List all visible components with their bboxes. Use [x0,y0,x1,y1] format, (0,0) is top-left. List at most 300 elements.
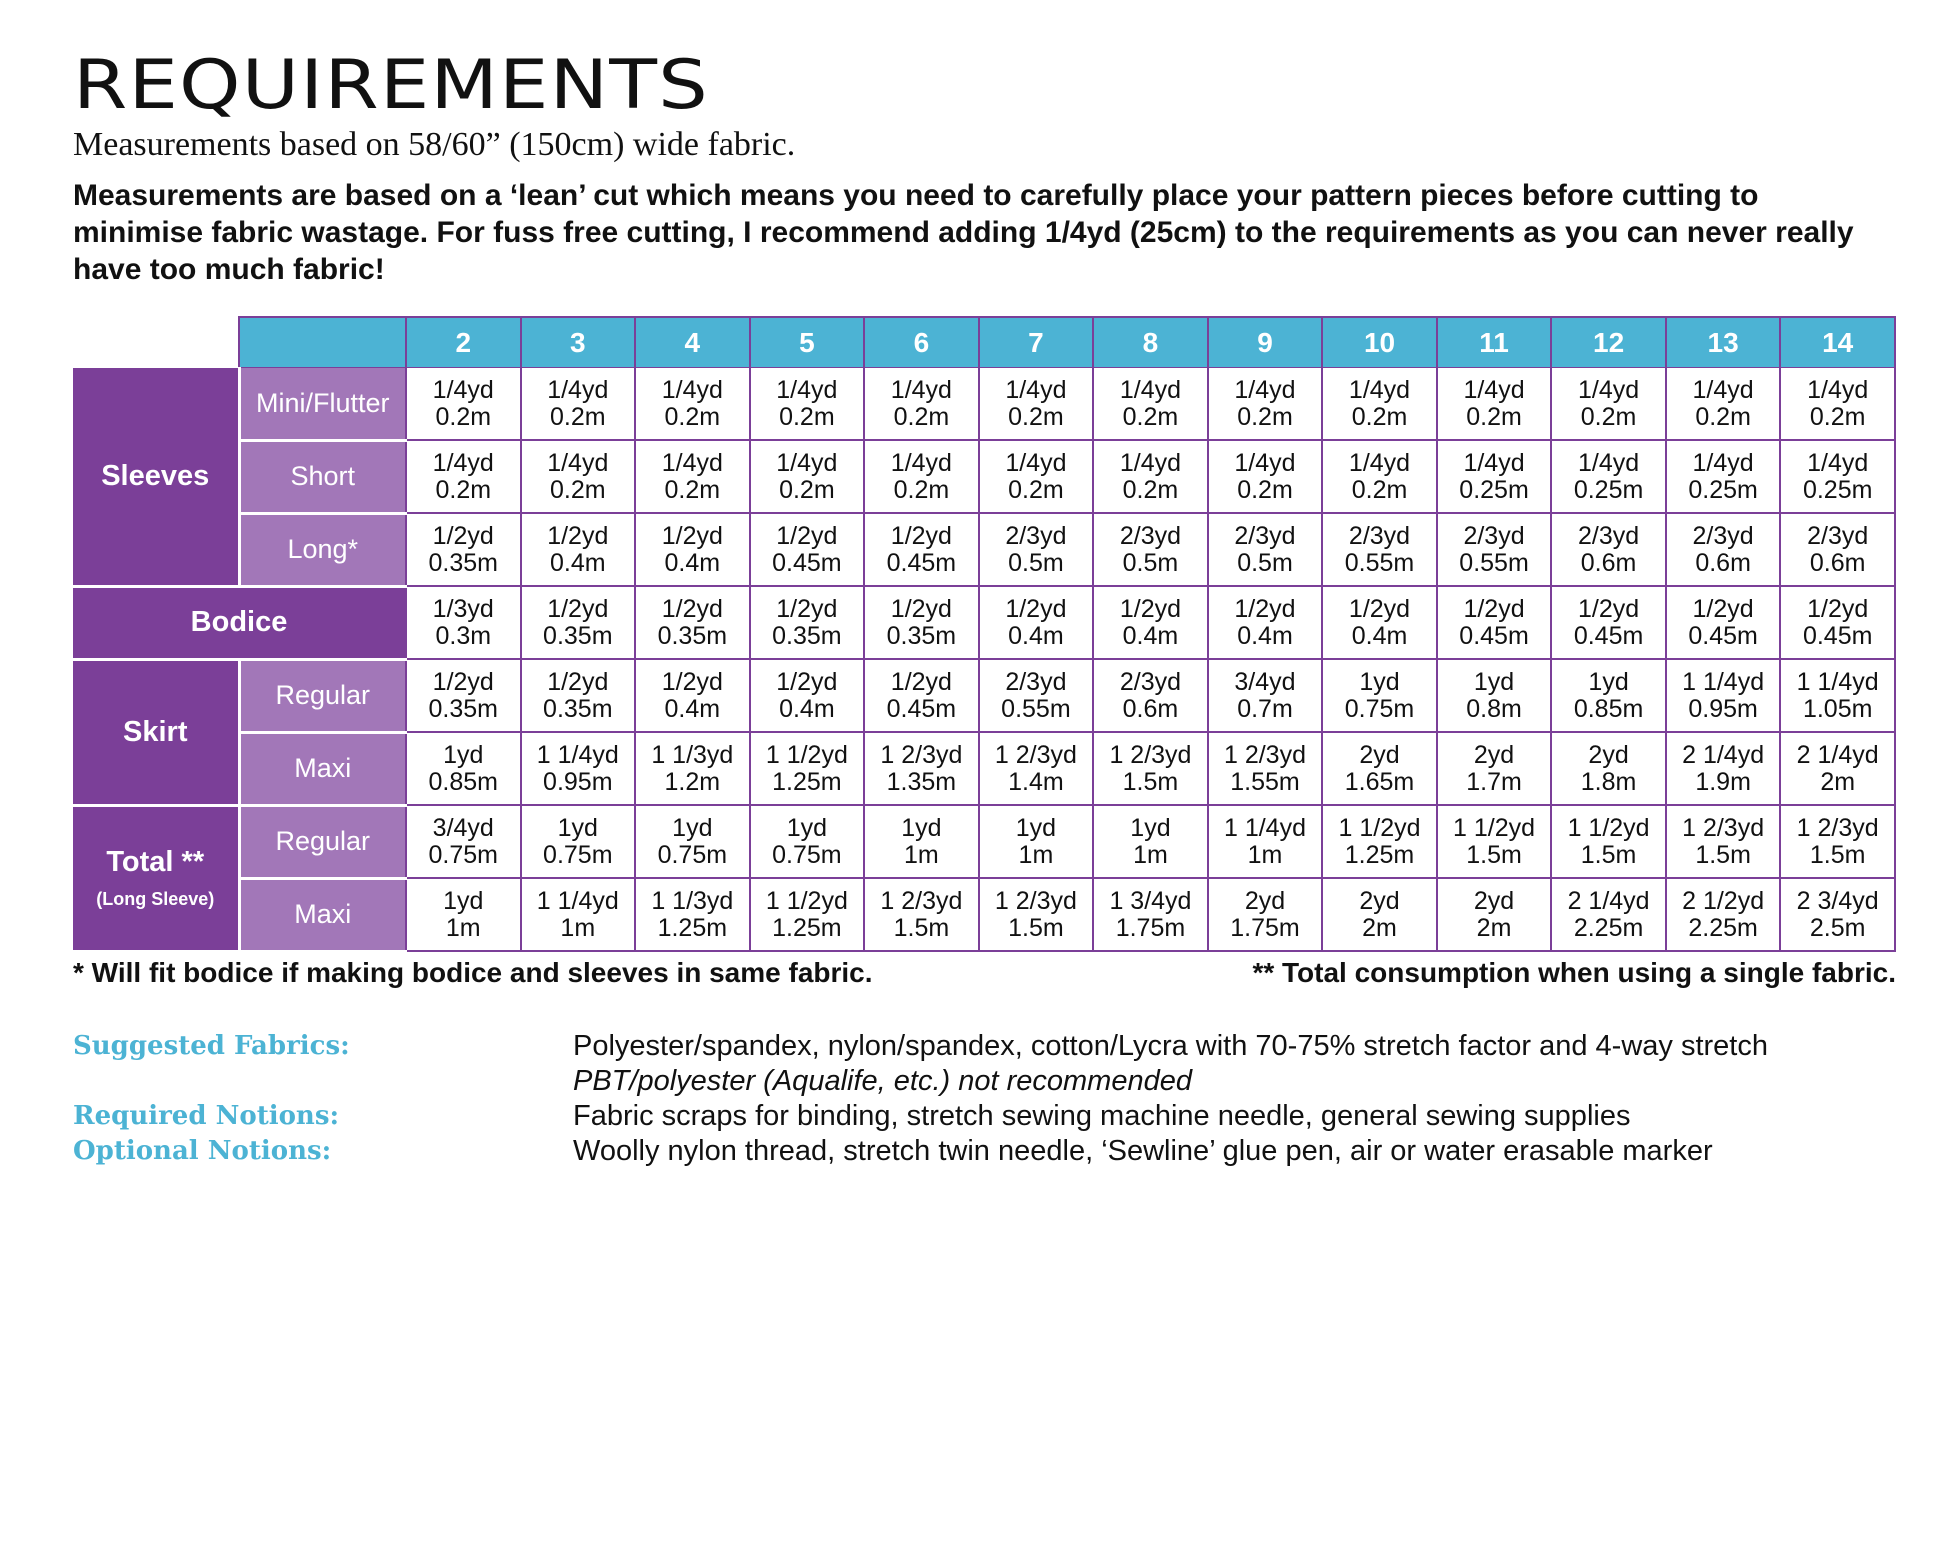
table-cell [750,659,865,732]
cell-meters: 0.55m [1001,694,1071,723]
cell-yards: 1 2/3yd [1796,813,1879,842]
category-total-note: (Long Sleeve) [96,889,215,910]
cell-meters: 0.4m [664,694,721,723]
table-cell [1208,586,1323,659]
footnote-left: * Will fit bodice if making bodice and sleeves in same fabric. [73,956,873,988]
table-cell [750,368,865,441]
cell-meters: 0.2m [779,475,835,504]
size-header: 9 [1208,317,1323,368]
cell-meters: 0.2m [664,402,721,431]
table-cell [1437,805,1552,878]
cell-yards: 1 2/3yd [880,886,963,915]
row-label: Regular [239,805,406,878]
cell-yards: 1yd [672,813,713,842]
table-row [73,659,1895,732]
cell-yards: 1/4yd [1463,448,1525,477]
category-total-label: Total ** [106,846,205,879]
table-cell [979,805,1094,878]
cell-meters: 0.2m [664,475,721,504]
table-cell [750,440,865,513]
size-header: 8 [1093,317,1208,368]
table-cell [1551,732,1666,805]
table-cell [406,368,521,441]
table-cell [1666,659,1781,732]
table-cell [521,440,636,513]
table-cell [406,805,521,878]
cell-meters: 0.2m [1008,402,1064,431]
cell-yards: 1 1/2yd [1567,813,1650,842]
cell-yards: 2/3yd [1005,521,1067,550]
footnotes [73,957,1896,989]
size-header: 13 [1666,317,1781,368]
table-cell [1780,805,1895,878]
optional-notions-text: Woolly nylon thread, stretch twin needle, ‘Sewline’ glue pen, air or water erasable marker [573,1134,1713,1167]
table-cell [864,805,979,878]
cell-yards: 2yd [1244,886,1286,915]
table-row [73,586,1895,659]
cell-yards: 1/2yd [661,594,723,623]
category-skirt: Skirt [73,659,239,805]
cell-meters: 0.25m [1688,475,1758,504]
cell-meters: 2.25m [1573,913,1644,942]
cell-yards: 1 2/3yd [1223,740,1306,769]
cell-meters: 1m [445,913,481,942]
cell-yards: 1 1/4yd [1796,667,1879,696]
table-cell [979,659,1094,732]
cell-yards: 2 1/4yd [1682,740,1765,769]
cell-yards: 1 1/4yd [1682,667,1765,696]
cell-meters: 1.8m [1580,767,1637,796]
cell-meters: 0.25m [1573,475,1644,504]
cell-meters: 0.45m [1573,621,1644,650]
cell-yards: 1/4yd [547,375,609,404]
table-cell [1780,440,1895,513]
size-header: 10 [1322,317,1437,368]
cell-meters: 0.6m [1809,548,1866,577]
table-cell [1666,513,1781,586]
cell-yards: 1/4yd [1807,375,1869,404]
cell-meters: 0.45m [1688,621,1758,650]
cell-meters: 0.2m [1237,475,1293,504]
cell-meters: 0.2m [1695,402,1751,431]
required-notions-label: Required Notions: [73,1100,340,1131]
cell-meters: 0.35m [886,621,957,650]
table-cell [1666,368,1781,441]
cell-meters: 0.5m [1008,548,1064,577]
table-cell [521,805,636,878]
size-header: 5 [750,317,865,368]
table-cell [864,440,979,513]
cell-yards: 1/4yd [1119,448,1182,477]
cell-meters: 1.05m [1802,694,1873,723]
cell-yards: 1/2yd [1234,594,1296,623]
table-cell [521,878,636,951]
cell-meters: 0.6m [1580,548,1637,577]
table-cell [1322,586,1437,659]
cell-yards: 1/2yd [547,594,609,623]
cell-meters: 1.55m [1230,767,1300,796]
cell-meters: 2m [1362,913,1397,942]
cell-yards: 3/4yd [432,813,494,842]
cell-meters: 0.35m [543,621,613,650]
table-cell [1551,513,1666,586]
suggested-fabrics-label: Suggested Fabrics: [73,1030,350,1061]
table-cell [1322,878,1437,951]
table-cell [1208,513,1323,586]
cell-meters: 0.35m [772,621,842,650]
table-cell [979,878,1094,951]
table-cell [1208,732,1323,805]
cell-meters: 1.25m [657,913,728,942]
cell-yards: 1 2/3yd [1682,813,1765,842]
table-cell [864,659,979,732]
table-cell [635,659,750,732]
cell-yards: 2yd [1359,740,1400,769]
table-cell [1093,513,1208,586]
cell-meters: 0.2m [550,475,606,504]
size-header: 2 [406,317,521,368]
cell-yards: 1/4yd [1577,375,1640,404]
table-cell [635,878,750,951]
cell-yards: 1 1/4yd [536,886,619,915]
cell-yards: 1 2/3yd [1109,740,1192,769]
cell-meters: 1.5m [1122,767,1179,796]
cell-yards: 2/3yd [1005,667,1067,696]
cell-yards: 1/4yd [1577,448,1640,477]
table-cell [979,440,1094,513]
cell-meters: 0.5m [1237,548,1293,577]
cell-yards: 2yd [1473,740,1515,769]
cell-meters: 0.35m [543,694,613,723]
table-cell [864,368,979,441]
table-cell [1666,440,1781,513]
cell-meters: 0.2m [435,402,492,431]
suggested-fabrics-main: Polyester/spandex, nylon/spandex, cotton/Lycra with 70-75% stretch factor and 4-way stretch [573,1029,1768,1062]
cell-meters: 0.75m [428,840,498,869]
cell-yards: 1yd [1130,813,1171,842]
table-cell [1551,440,1666,513]
cell-yards: 1/3yd [432,594,494,623]
cell-meters: 1m [904,840,939,869]
required-notions-text: Fabric scraps for binding, stretch sewing machine needle, general sewing supplies [573,1099,1631,1132]
cell-yards: 1yd [786,813,828,842]
suggested-fabrics-note: PBT/polyester (Aqualife, etc.) not recommended [573,1064,1192,1097]
cell-meters: 0.55m [1344,548,1415,577]
table-cell [1437,732,1552,805]
cell-meters: 0.4m [550,548,606,577]
cell-meters: 0.55m [1459,548,1529,577]
cell-yards: 1 1/4yd [536,740,619,769]
table-row [73,878,1895,951]
table-cell [750,805,865,878]
table-cell [1093,732,1208,805]
cell-yards: 1/2yd [776,521,838,550]
table-cell [979,586,1094,659]
table-cell [1093,368,1208,441]
size-header: 14 [1780,317,1895,368]
cell-yards: 1/2yd [1119,594,1182,623]
table-cell [750,586,865,659]
cell-meters: 2.5m [1809,913,1866,942]
cell-yards: 2/3yd [1119,521,1182,550]
size-header: 12 [1551,317,1666,368]
table-cell [1322,732,1437,805]
cell-yards: 1/4yd [661,448,723,477]
table-cell [406,586,521,659]
cell-meters: 1.5m [893,913,950,942]
requirements-table [73,316,1896,953]
cell-yards: 1 2/3yd [880,740,963,769]
cell-yards: 1yd [901,813,942,842]
cell-yards: 1/2yd [776,594,838,623]
table-cell [1093,878,1208,951]
cell-yards: 2 1/2yd [1682,886,1765,915]
table-row [73,368,1895,441]
cell-meters: 0.45m [772,548,842,577]
cell-meters: 0.2m [779,402,835,431]
cell-yards: 2/3yd [1119,667,1182,696]
row-label: Mini/Flutter [239,368,406,441]
cell-meters: 0.3m [435,621,492,650]
cell-meters: 1.5m [1809,840,1866,869]
table-cell [1322,659,1437,732]
cell-yards: 2/3yd [1807,521,1869,550]
cell-meters: 1.5m [1466,840,1522,869]
table-cell [521,586,636,659]
cell-yards: 1 1/2yd [1338,813,1421,842]
size-header: 3 [521,317,636,368]
cell-yards: 1/2yd [432,521,494,550]
table-cell [1093,805,1208,878]
row-label: Long* [239,513,406,586]
cell-yards: 1/4yd [661,375,723,404]
cell-yards: 1/4yd [890,448,952,477]
table-cell [1208,440,1323,513]
table-cell [406,659,521,732]
cell-yards: 1/4yd [432,375,494,404]
cell-yards: 2yd [1588,740,1629,769]
cell-yards: 2/3yd [1577,521,1640,550]
table-cell [1780,368,1895,441]
size-header: 4 [635,317,750,368]
table-cell [1208,659,1323,732]
table-cell [1551,368,1666,441]
cell-meters: 1m [1247,840,1283,869]
cell-meters: 0.4m [1351,621,1408,650]
table-cell [521,513,636,586]
row-label: Short [239,440,406,513]
page-subtitle: Measurements based on 58/60” (150cm) wide fabric. [73,126,796,163]
table-cell [1322,368,1437,441]
cell-yards: 1/2yd [1005,594,1067,623]
table-cell [864,732,979,805]
cell-yards: 1/2yd [1348,594,1411,623]
cell-meters: 2m [1820,767,1856,796]
cell-yards: 1 1/4yd [1223,813,1306,842]
cell-meters: 0.5m [1122,548,1179,577]
cell-yards: 1/2yd [1692,594,1754,623]
suggested-fabrics-text [573,1029,1873,1099]
table-cell [635,732,750,805]
cell-yards: 1/4yd [547,448,609,477]
category-total [73,805,239,951]
cell-meters: 1.75m [1230,913,1300,942]
table-cell [406,878,521,951]
cell-meters: 1.9m [1695,767,1751,796]
table-cell [1093,586,1208,659]
table-cell [1551,878,1666,951]
cell-yards: 2 1/4yd [1796,740,1879,769]
table-cell [635,368,750,441]
cell-yards: 2 1/4yd [1567,886,1650,915]
cell-meters: 1m [560,913,596,942]
cell-meters: 0.45m [1802,621,1873,650]
category-sleeves: Sleeves [73,368,239,587]
cell-meters: 0.2m [1237,402,1293,431]
cell-meters: 0.75m [657,840,728,869]
cell-yards: 1/4yd [1119,375,1182,404]
table-cell [635,805,750,878]
cell-meters: 1.65m [1344,767,1415,796]
table-cell [1551,805,1666,878]
cell-yards: 1/4yd [1348,375,1411,404]
category-bodice: Bodice [73,586,406,659]
table-cell [1666,878,1781,951]
table-cell [1666,586,1781,659]
cell-yards: 1/2yd [890,521,952,550]
cell-meters: 0.45m [1459,621,1529,650]
cell-meters: 0.4m [1122,621,1179,650]
cell-yards: 2yd [1473,886,1515,915]
table-cell [1780,586,1895,659]
cell-meters: 0.85m [428,767,498,796]
table-cell [1780,659,1895,732]
cell-yards: 1/2yd [890,594,952,623]
cell-meters: 1.4m [1008,767,1064,796]
cell-yards: 1 1/3yd [651,740,734,769]
cell-yards: 1/4yd [1692,375,1754,404]
cell-meters: 0.7m [1237,694,1293,723]
cell-yards: 1/4yd [1807,448,1869,477]
table-cell [1780,513,1895,586]
cell-meters: 0.35m [657,621,728,650]
cell-meters: 1.35m [886,767,957,796]
cell-yards: 1 2/3yd [994,886,1077,915]
table-cell [1437,440,1552,513]
notions-section [73,1029,1893,1169]
table-cell [521,368,636,441]
table-cell [979,513,1094,586]
cell-meters: 0.35m [428,548,498,577]
cell-yards: 2/3yd [1463,521,1525,550]
table-row [73,440,1895,513]
cell-meters: 0.2m [1122,402,1179,431]
table-cell [1437,659,1552,732]
header-blank-cell [239,317,406,368]
cell-meters: 0.4m [664,548,721,577]
cell-meters: 1.5m [1008,913,1064,942]
cell-meters: 0.75m [772,840,842,869]
cell-meters: 0.6m [1122,694,1179,723]
footnote-right: ** Total consumption when using a single fabric. [1252,956,1896,988]
size-header: 11 [1437,317,1552,368]
cell-yards: 1/4yd [1348,448,1411,477]
cell-meters: 0.25m [1802,475,1873,504]
cell-meters: 1.7m [1466,767,1522,796]
cell-yards: 1/2yd [547,521,609,550]
cell-yards: 1/4yd [1005,448,1067,477]
table-cell [979,732,1094,805]
cell-meters: 0.2m [893,402,950,431]
intro-paragraph: Measurements are based on a ‘lean’ cut which means you need to carefully place your pattern pieces before cutting to minimise fabric wastage. For fuss free cutting, I recommend adding 1/4yd (25cm) to the requirements as you can never really have too much fabric! [73,179,1854,287]
cell-meters: 0.6m [1695,548,1751,577]
cell-yards: 1/4yd [1463,375,1525,404]
cell-meters: 0.35m [428,694,498,723]
cell-yards: 1 3/4yd [1109,886,1192,915]
cell-meters: 0.2m [1580,402,1637,431]
cell-yards: 1/4yd [776,448,838,477]
table-cell [1093,659,1208,732]
cell-meters: 1.75m [1115,913,1186,942]
cell-meters: 1m [1133,840,1168,869]
cell-yards: 3/4yd [1234,667,1296,696]
cell-yards: 1/4yd [432,448,494,477]
table-cell [1666,732,1781,805]
table-row [73,805,1895,878]
cell-meters: 1.5m [1580,840,1637,869]
table-cell [521,659,636,732]
cell-yards: 1 1/2yd [765,740,848,769]
table-cell [979,368,1094,441]
cell-yards: 1 2/3yd [994,740,1077,769]
table-cell [1437,368,1552,441]
table-cell [635,513,750,586]
cell-yards: 1yd [443,886,484,915]
table-cell [1093,440,1208,513]
cell-yards: 1yd [1015,813,1057,842]
optional-notions-label: Optional Notions: [73,1135,332,1166]
row-label: Maxi [239,732,406,805]
table-row [73,732,1895,805]
cell-meters: 0.4m [779,694,835,723]
page-title: REQUIREMENTS [73,46,709,125]
cell-yards: 1/2yd [432,667,494,696]
header-blank-cell [73,317,239,368]
row-label: Maxi [239,878,406,951]
cell-yards: 1/4yd [1234,375,1296,404]
cell-meters: 0.2m [550,402,606,431]
table-cell [750,878,865,951]
cell-meters: 0.95m [1688,694,1758,723]
cell-yards: 1/4yd [1005,375,1067,404]
cell-yards: 1/2yd [547,667,609,696]
table-cell [521,732,636,805]
cell-meters: 0.2m [435,475,492,504]
table-cell [1208,878,1323,951]
size-header: 7 [979,317,1094,368]
cell-yards: 2/3yd [1692,521,1754,550]
cell-meters: 1.5m [1695,840,1751,869]
table-cell [635,586,750,659]
cell-meters: 2.25m [1688,913,1758,942]
requirements-page [73,46,1896,1169]
cell-yards: 1/2yd [890,667,952,696]
cell-yards: 1 1/3yd [651,886,734,915]
cell-yards: 1yd [1359,667,1400,696]
cell-yards: 1 1/2yd [765,886,848,915]
table-cell [1208,368,1323,441]
cell-yards: 2/3yd [1234,521,1296,550]
